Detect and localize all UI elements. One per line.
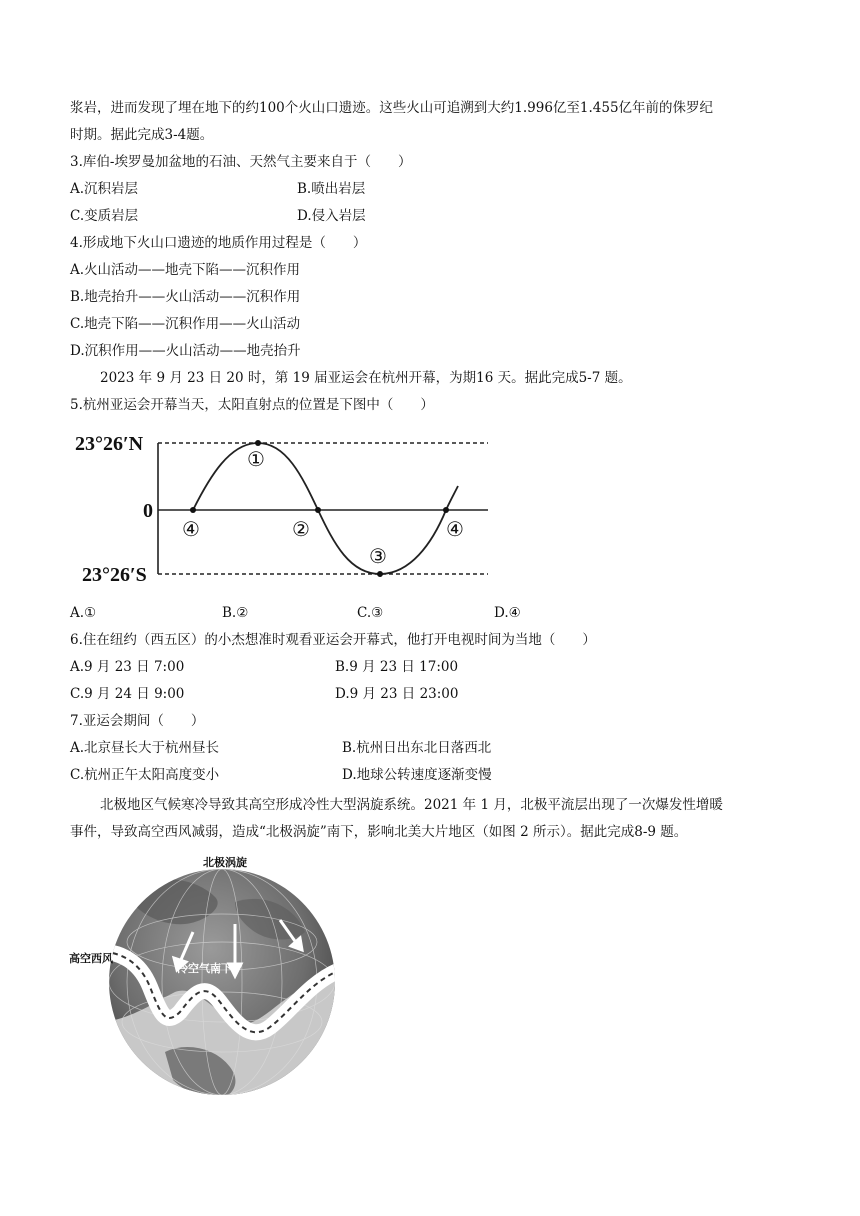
intro-line-1: 浆岩，进而发现了埋在地下的约100个火山口遗迹。这些火山可追溯到大约1.996亿至1.455亿年前的侏罗纪	[70, 100, 714, 116]
q5-option-a: A.①	[70, 605, 97, 621]
q5-option-c: C.③	[357, 605, 384, 621]
polar-vortex-globe-figure	[65, 852, 355, 1102]
point-dot-4-left	[190, 507, 196, 513]
q3-option-a: A.沉积岩层	[70, 181, 139, 197]
point-dot-3	[377, 571, 383, 577]
q6-option-d: D.9 月 23 日 23:00	[335, 686, 459, 702]
sun-curve	[193, 443, 458, 574]
label-23-26-n: 23°26′N	[75, 433, 144, 455]
q4-option-d: D.沉积作用——火山活动——地壳抬升	[70, 343, 301, 359]
label-polar-vortex: 北极涡旋	[203, 857, 247, 869]
label-cold-air-south: 冷空气南下	[177, 963, 232, 975]
q3-option-c: C.变质岩层	[70, 208, 139, 224]
label-23-26-s: 23°26′S	[82, 564, 147, 586]
point-dot-4-right	[443, 507, 449, 513]
q5-stem: 5.杭州亚运会开幕当天，太阳直射点的位置是下图中（ ）	[70, 397, 434, 413]
q5-option-b: B.②	[222, 605, 249, 621]
q3-option-d: D.侵入岩层	[297, 208, 366, 224]
q7-option-b: B.杭州日出东北日落西北	[342, 740, 492, 756]
polar-intro-line-1: 北极地区气候寒冷导致其高空形成冷性大型涡旋系统。2021 年 1 月，北极平流层出现了一次爆发性增暖	[100, 797, 723, 813]
q4-stem: 4.形成地下火山口遗迹的地质作用过程是（ ）	[70, 235, 367, 251]
q6-option-c: C.9 月 24 日 9:00	[70, 686, 185, 702]
asian-games-intro: 2023 年 9 月 23 日 20 时，第 19 届亚运会在杭州开幕，为期16 天。据此完成5-7 题。	[100, 370, 632, 386]
q3-stem: 3.库伯-埃罗曼加盆地的石油、天然气主要来自于（ ）	[70, 154, 412, 170]
direct-sun-point-diagram	[70, 426, 510, 590]
point-label-1: ①	[247, 449, 265, 471]
q4-option-a: A.火山活动——地壳下陷——沉积作用	[70, 262, 301, 278]
point-label-3: ③	[369, 546, 387, 568]
q7-option-a: A.北京昼长大于杭州昼长	[70, 740, 220, 756]
q6-stem: 6.住在纽约（西五区）的小杰想准时观看亚运会开幕式，他打开电视时间为当地（ ）	[70, 632, 596, 648]
point-dot-1	[255, 440, 261, 446]
q4-option-c: C.地壳下陷——沉积作用——火山活动	[70, 316, 301, 332]
q7-stem: 7.亚运会期间（ ）	[70, 713, 205, 729]
point-dot-2	[315, 507, 321, 513]
q6-option-a: A.9 月 23 日 7:00	[70, 659, 185, 675]
point-label-2: ②	[292, 519, 310, 541]
polar-intro-line-2: 事件，导致高空西风减弱，造成“北极涡旋”南下，影响北美大片地区（如图 2 所示）。据此完成8-9 题。	[70, 824, 688, 840]
q7-option-d: D.地球公转速度逐渐变慢	[342, 767, 492, 783]
q4-option-b: B.地壳抬升——火山活动——沉积作用	[70, 289, 301, 305]
label-upper-westerly: 高空西风	[69, 953, 113, 965]
q7-option-c: C.杭州正午太阳高度变小	[70, 767, 220, 783]
point-label-4-left: ④	[182, 519, 200, 541]
q5-option-d: D.④	[494, 605, 521, 621]
intro-line-2: 时期。据此完成3-4题。	[70, 127, 214, 143]
q3-option-b: B.喷出岩层	[297, 181, 366, 197]
point-label-4-right: ④	[446, 519, 464, 541]
q6-option-b: B.9 月 23 日 17:00	[335, 659, 459, 675]
label-zero: 0	[143, 500, 153, 522]
